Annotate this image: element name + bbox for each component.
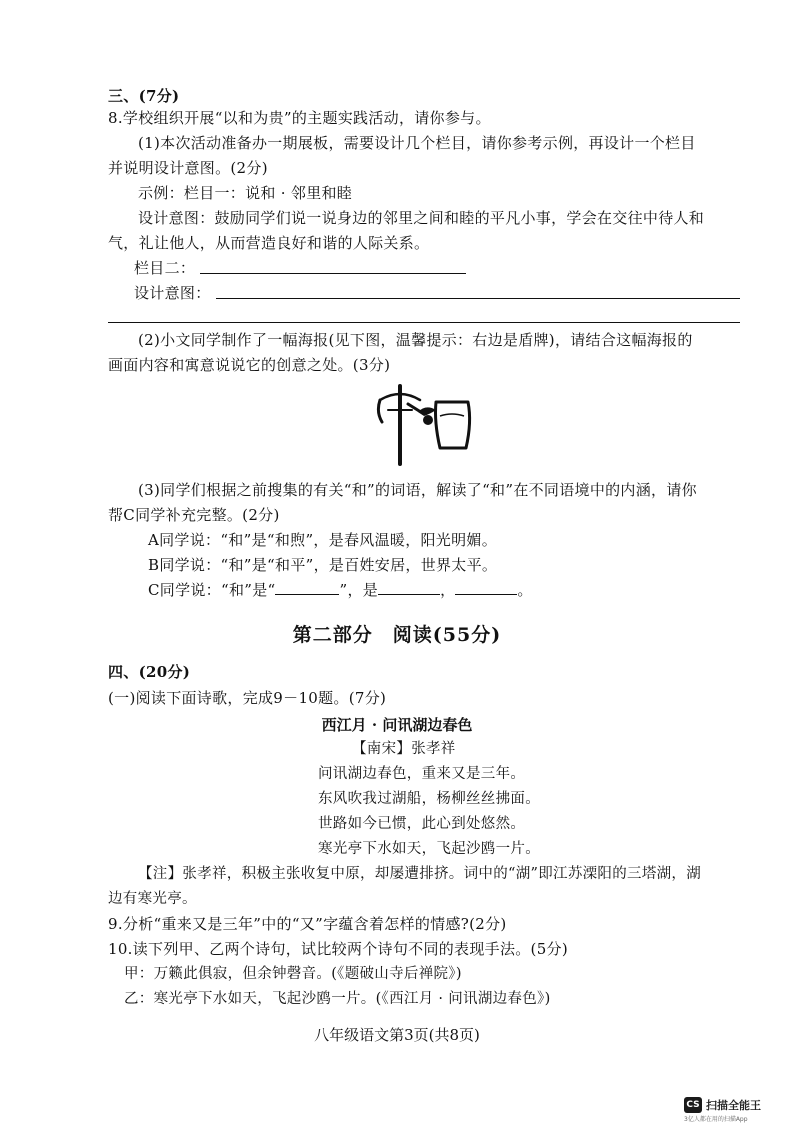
- scanner-app-name: 扫描全能王: [706, 1099, 761, 1112]
- example-text: 示例：栏目一：说和 · 邻里和睦: [138, 184, 353, 202]
- poem-title: 西江月 · 问讯湖边春色: [321, 716, 473, 734]
- sub-question-3-line-2: 帮C同学补充完整。(2分): [108, 506, 280, 524]
- question-8-intro: 8.学校组织开展“以和为贵”的主题实践活动，请你参与。: [108, 109, 491, 127]
- sub-question-1-line-1: (1)本次活动准备办一期展板，需要设计几个栏目，请你参考示例，再设计一个栏目: [138, 134, 696, 152]
- spear-icon: [378, 386, 424, 464]
- student-c-blank-2[interactable]: [378, 580, 440, 595]
- column-2-answer-line[interactable]: [200, 273, 466, 274]
- student-a-answer: A同学说：“和”是“和煦”，是春风温暖，阳光明媚。: [148, 531, 498, 549]
- scanner-watermark: [684, 1097, 784, 1123]
- poem-line: 问讯湖边春色，重来又是三年。: [318, 766, 526, 782]
- question-10-verse-a: 甲：万籁此俱寂，但余钟磬音。(《题破山寺后禅院》): [124, 966, 462, 982]
- student-c-answer: [148, 580, 533, 600]
- column-2-label: 栏目二：: [134, 259, 196, 277]
- student-c-blank-3[interactable]: [455, 580, 517, 595]
- scanner-tagline: 3亿人都在用的扫描App: [684, 1116, 748, 1123]
- design-intent-answer-line[interactable]: [216, 298, 740, 299]
- page-footer: 八年级语文第3页(共8页): [314, 1026, 480, 1044]
- design-intent-label: 设计意图：: [134, 284, 211, 302]
- poem-line: 东风吹我过湖船，杨柳丝丝拂面。: [318, 791, 540, 807]
- question-9: 9.分析“重来又是三年”中的“又”字蕴含着怎样的情感?(2分): [108, 915, 507, 933]
- poem-line: 寒光亭下水如天，飞起沙鸥一片。: [318, 841, 540, 857]
- poem-author: 【南宋】张孝祥: [352, 741, 456, 757]
- dove-icon: [418, 407, 436, 425]
- sub-question-2-line-2: 画面内容和寓意说说它的创意之处。(3分): [108, 356, 391, 374]
- question-10: 10.读下列甲、乙两个诗句，试比较两个诗句不同的表现手法。(5分): [108, 940, 569, 958]
- design-intent-answer-line-2[interactable]: [108, 322, 740, 323]
- sub-question-2-line-1: (2)小文同学制作了一幅海报(见下图，温馨提示：右边是盾牌)，请结合这幅海报的: [138, 331, 693, 349]
- sub-question-1-line-2: 并说明设计意图。(2分): [108, 159, 268, 177]
- student-b-answer: B同学说：“和”是“和平”，是百姓安居，世界太平。: [148, 556, 498, 574]
- poster-figure: [368, 382, 478, 466]
- shield-icon: [436, 402, 470, 448]
- student-c-blank-1[interactable]: [275, 580, 339, 595]
- student-c-end: 。: [517, 581, 533, 599]
- scanner-logo: CS: [684, 1097, 702, 1113]
- poem-note-line-2: 边有寒光亭。: [108, 891, 197, 907]
- student-c-mid: ”，是: [339, 581, 379, 599]
- student-c-comma: ，: [440, 581, 456, 599]
- student-c-prefix: C同学说：“和”是“: [148, 581, 276, 599]
- section-heading: 三、(7分): [108, 87, 180, 105]
- part-2-title: 第二部分 阅读(55分): [292, 624, 502, 646]
- reading-sub-heading: (一)阅读下面诗歌，完成9－10题。(7分): [108, 689, 387, 707]
- poem-line: 世路如今已惯，此心到处悠然。: [318, 816, 526, 832]
- design-intent-line-1: 设计意图：鼓励同学们说一说身边的邻里之间和睦的平凡小事，学会在交往中待人和: [138, 209, 705, 227]
- question-10-verse-b: 乙：寒光亭下水如天，飞起沙鸥一片。(《西江月 · 问讯湖边春色》): [124, 991, 551, 1007]
- section-4-heading: 四、(20分): [108, 663, 191, 681]
- poem-note-line-1: 【注】张孝祥，积极主张收复中原，却屡遭排挤。词中的“湖”即江苏溧阳的三塔湖，湖: [138, 866, 702, 882]
- sub-question-3-line-1: (3)同学们根据之前搜集的有关“和”的词语，解读了“和”在不同语境中的内涵，请你: [138, 481, 697, 499]
- design-intent-line-2: 气，礼让他人，从而营造良好和谐的人际关系。: [108, 234, 430, 252]
